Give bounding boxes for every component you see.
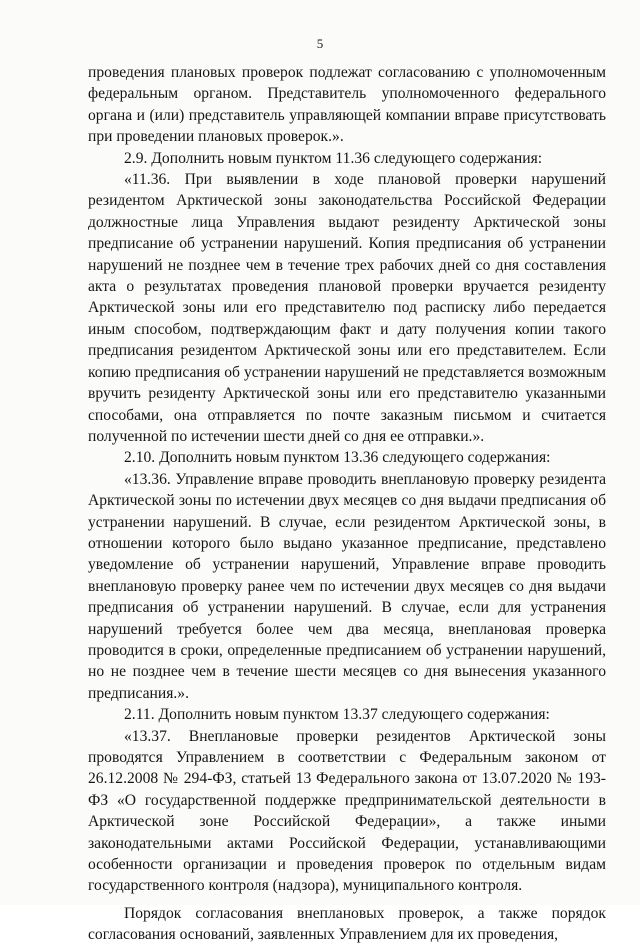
document-body [88, 62, 606, 946]
paragraph-item-2-10: 2.10. Дополнить новым пунктом 13.36 следующего содержания: [124, 449, 551, 467]
paragraph-item-2-11: 2.11. Дополнить новым пунктом 13.37 следующего содержания: [124, 706, 550, 724]
page-number: 5 [316, 36, 324, 51]
paragraph-clause-13-36: «13.36. Управление вправе проводить внеплановую проверку резидента Арктической зоны по истечении двух месяцев со дня выдачи предписания об устранении нарушений. В случае, если резидентом Арктической зоны, в отношении которого было выдано указанное предписание, представлено уведомление об устранении нарушений, Управление вправе проводить внеплановую проверку ранее чем по истечении двух месяцев со дня выдачи предписания об устранении нарушений. В случае, если для устранения нарушений требуется более чем два месяца, внеплановая проверка проводится в сроки, определенные предписанием об устранении нарушений, но не позднее чем в течение шести месяцев со дня вынесения указанного предписания.». [88, 470, 606, 702]
paragraph-item-2-9: 2.9. Дополнить новым пунктом 11.36 следующего содержания: [124, 149, 543, 167]
paragraph-clause-13-37: «13.37. Внеплановые проверки резидентов Арктической зоны проводятся Управлением в соответствии с Федеральным законом от 26.12.2008 № 294-ФЗ, статьей 13 Федерального закона от 13.07.2020 № 193-ФЗ «О государственной поддержке предпринимательской деятельности в Арктической зоне Российской Федерации», а также иными законодательными актами Российской Федерации, устанавливающими особенности организации и проведения проверок по отдельным видам государственного контроля (надзора), муниципального контроля. [88, 727, 606, 895]
paragraph-procedure: Порядок согласования внеплановых проверок, а также порядок согласования оснований, заявленных Управлением для их проведения, [88, 904, 606, 944]
paragraph-continuation: проведения плановых проверок подлежат согласованию с уполномоченным федеральным органом. Представитель уполномоченного федерального органа и (или) представитель управляющей компании вправе присутствовать при проведении плановых проверок.». [88, 64, 606, 146]
paragraph-clause-11-36: «11.36. При выявлении в ходе плановой проверки нарушений резидентом Арктической зоны законодательства Российской Федерации должностные лица Управления выдают резиденту Арктической зоны предписание об устранении нарушений. Копия предписания об устранении нарушений не позднее чем в течение трех рабочих дней со дня составления акта о результатах проведения плановой проверки вручается резиденту Арктической зоны или его представителю под расписку либо передается иным способом, подтверждающим факт и дату получения копии такого предписания резидентом Арктической зоны или его представителем. Если копию предписания об устранении нарушений не представляется возможным вручить резиденту Арктической зоны или его представителю указанными способами, она отправляется по почте заказным письмом и считается полученной по истечении шести дней со дня ее отправки.». [88, 171, 606, 445]
